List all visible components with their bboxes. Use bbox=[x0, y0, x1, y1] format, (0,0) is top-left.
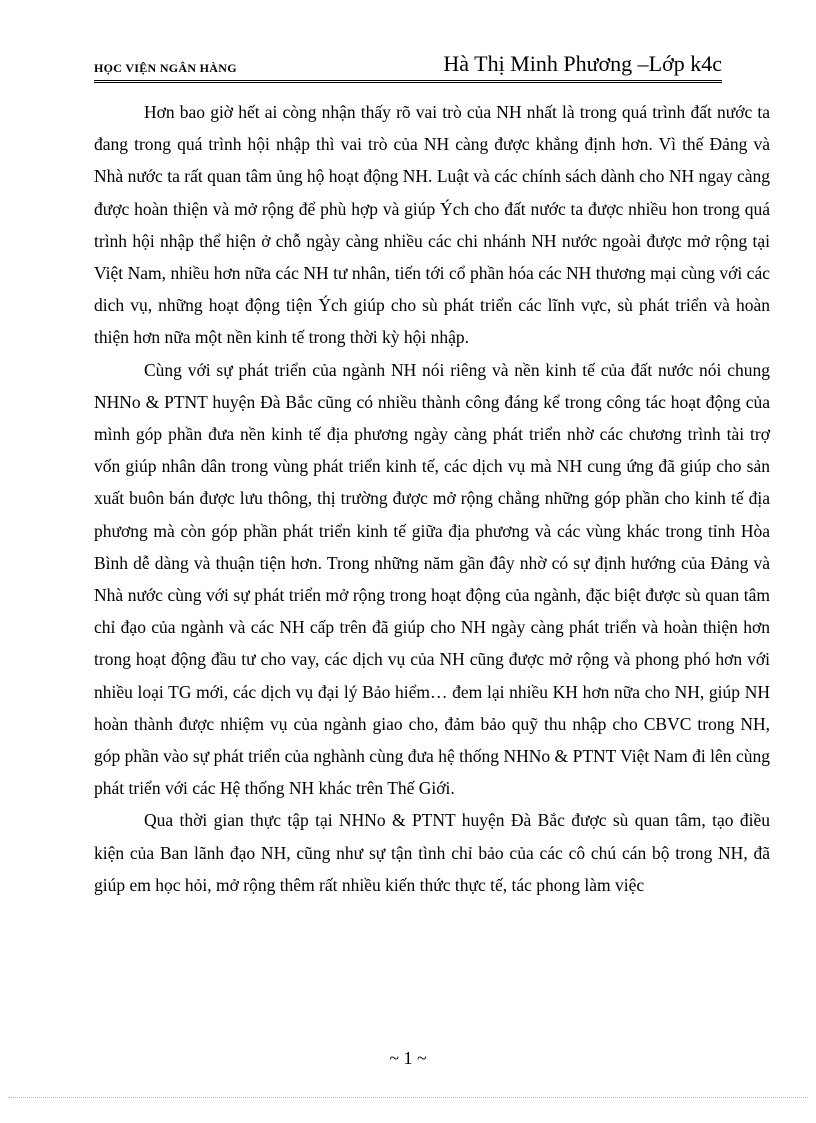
paragraph-3: Qua thời gian thực tập tại NHNo & PTNT huyện Đà Bắc được sù quan tâm, tạo điều kiện của Ban lãnh đạo NH, cũng như sự tận tình chỉ bảo của các cô chú cán bộ trong NH, đã giúp em học hỏi, mở rộng thêm rất nhiều kiến thức thực tế, tác phong làm việc bbox=[94, 810, 770, 895]
paragraph-2: Cùng với sự phát triển của ngành NH nói riêng và nền kinh tế của đất nước nói chung NHNo & PTNT huyện Đà Bắc cũng có nhiều thành công đáng kể trong công tác hoạt động của mình góp phần đưa nền kinh tế địa phương ngày càng phát triển nhờ các chương trình tài trợ vốn giúp nhân dân trong vùng phát triển kinh tế, các dịch vụ mà NH cung ứng đã giúp cho sản xuất buôn bán được lưu thông, thị trường được mở rộng chẳng những góp phần cho kinh tế địa phương mà còn góp phần phát triển kinh tế giữa địa phương và các vùng khác trong tỉnh Hòa Bình dễ dàng và thuận tiện hơn. Trong những năm gần đây nhờ có sự định hướng của Đảng và Nhà nước cùng với sự phát triển mở rộng trong hoạt động của ngành, đặc biệt được sù quan tâm chỉ đạo của ngành và các NH cấp trên đã giúp cho NH ngày càng phát triển và hoàn thiện hơn trong hoạt động đầu tư cho vay, các dịch vụ của NH cũng được mở rộng và phong phó hơn với nhiều loại TG mới, các dịch vụ đại lý Bảo hiểm… đem lại nhiều KH hơn nữa cho NH, giúp NH hoàn thành được nhiệm vụ của ngành giao cho, đảm bảo quỹ thu nhập cho CBVC trong NH, góp phần vào sự phát triển của nghành cùng đưa hệ thống NHNo & PTNT Việt Nam đi lên cùng phát triển với các Hệ thống NH khác trên Thế Giới. bbox=[94, 359, 770, 799]
page-bottom-divider bbox=[8, 1097, 808, 1098]
page-header bbox=[94, 50, 722, 83]
document-body bbox=[94, 96, 770, 901]
paragraph-1: Hơn bao giờ hết ai còng nhận thấy rõ vai trò của NH nhất là trong quá trình đất nước ta đang trong quá trình hội nhập thì vai trò của NH càng được khẳng định hơn. Vì thế Đảng và Nhà nước ta rất quan tâm ủng hộ hoạt động NH. Luật và các chính sách dành cho NH ngay càng được hoàn thiện và mở rộng để phù hợp và giúp Ých cho đất nước ta được nhiều hon trong quá trình hội nhập thể hiện ở chỗ ngày càng nhiều các chi nhánh NH nước ngoài được mở rộng tại Việt Nam, nhiều hơn nữa các NH tư nhân, tiến tới cổ phần hóa các NH thương mại cùng với các dich vụ, những hoạt động tiện Ých giúp cho sù phát triển các lĩnh vực, sù phát triển và hoàn thiện hơn nữa một nền kinh tế trong thời kỳ hội nhập. bbox=[94, 102, 770, 348]
header-author: Hà Thị Minh Phương –Lớp k4c bbox=[443, 51, 722, 76]
page-number: ~ 1 ~ bbox=[389, 1048, 427, 1068]
header-institution: HỌC VIỆN NGÂN HÀNG bbox=[94, 61, 237, 75]
